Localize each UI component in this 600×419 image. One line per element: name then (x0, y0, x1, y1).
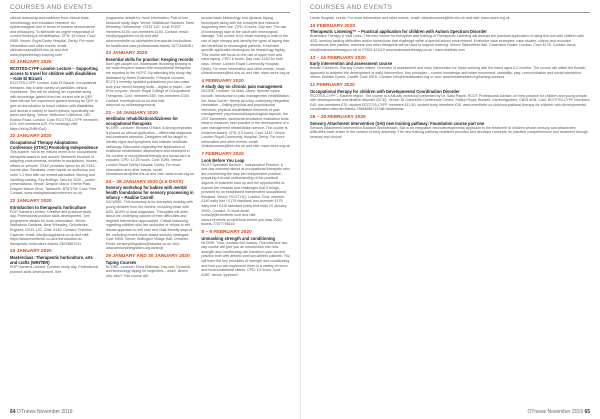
right-page-header: COURSES AND EVENTS (310, 4, 393, 11)
event-entry (10, 199, 99, 246)
event-body: POP Gardens Limited. Creative and practical study day. Professional practice skills development. See programme details for more information. Venue: Walkabout Gardens, Near Wheatley, Oxfordshire, England, OX33 1JG. Cost: £140. Contact: Christine Capener, email: info@popgardens.co.uk and visit: https://www.eventbrite.co.uk/e/introduction-to-therapeutic-horticulture-tickets-78978867241 (10, 209, 92, 246)
event-date: 23 – 24 JANUARY 2020 (105, 110, 158, 116)
right-page-number: 65 (584, 409, 590, 415)
left-page-number: 64 (10, 409, 16, 415)
event-entry (10, 134, 99, 196)
event-title: Occupational therapy for children with Developmental Coordination Disorder (310, 88, 460, 94)
left-header-rule (10, 12, 290, 13)
event-body: RCOTSS-CYPF London. Kate El Bizanti, occupational therapist, has a wide variety of paediatric clinical experience. She will be sharing her expertise along with knowledge gained from her current role at QEF. Kate will use her experience gained working for QEF to give an introduction to travel children with disabilities and access a variety of travel options, specifically car travel and flying. Venue: Wellcome Collection, 183 Euston Road, London. Cost: RCOTSS-CYPF members £10; non-members £20. For bookings visit: https://bit.ly/2NRHGpQ (10, 80, 98, 131)
left-page-footer (10, 409, 73, 415)
event-body: programme details for more information. Part of four seasonal study days. Venue: Walkabout Gardens, Near Wheatley, Oxfordshire, OX33 1JG. Cost: POST members £135; non-members £150. Contact: email: info@popgardens.co.uk and visit: www.eventbrite.co.uk/e/winter-therapeutic-horticulture-for-health-and-care-professionals-tickets-78774406461 (105, 16, 194, 48)
left-column-2 (106, 16, 195, 405)
event-title: Vestibular rehabilitation/dizziness for occupational therapists (105, 116, 179, 127)
event-title: Therapeutic Listening™ – Practical application for children with Autism Spectrum Disorder (310, 29, 487, 35)
right-columns (310, 16, 590, 405)
event-entry (106, 111, 195, 177)
right-publication-name: OTnews November 2019 (527, 409, 584, 415)
event-date: 11 FEBRUARY 2020 (310, 82, 355, 88)
event-title: RCOTSS-CYPF London Lecture – Supporting access to travel for children with disabilities – Kate El Bizanti (10, 65, 98, 81)
event-title: Unmasking strength and conditioning (201, 235, 276, 241)
event-body: clinical reasoning and evidence from clinical trials, neurobiology and education research. An epistemological turn in terms of modern neuroscience and philosophy. To stimulate an urgent reappraisal of current thinking in rehabilitation. CPD: 18 hours. Cost: £595. Venue: Royal Derby Hospital, Derby. For more information and other events, email: clinicalcourses@bht.nhs.uk and visit www.physiotherapy-training.com (10, 16, 96, 57)
event-body: Bobath Children's Therapy Centre Wales. Overview of assessment and early intervention for those working with the infant aged 0-2 months. The course will utilise the Bobath approach to address the development of early intervention. Key principles – current knowledge and infant movement, variability, play, communication and social interaction. Venue: Bobath Cymru, Cardiff. Cost: £525. Contact: info@bobathwales.org or visit: www.bobathwales.org/training-courses (310, 66, 586, 80)
event-title: Sensory Attachment Intervention (SAI) new training pathway: Foundation course part one (310, 120, 485, 126)
event-date: 7 FEBRUARY 2020 (201, 152, 244, 158)
event-entry (310, 56, 590, 80)
event-entry (106, 51, 195, 108)
event-body: RCOT Specialist Section – Independent Practice. A one-day overview aimed at occupational therapists who are considering the leap into independent practice, preparing a broad understanding of the practical aspects of business start up and the opportunities to explore the rewards and challenges that it brings, provided by an established independent occupational therapist. Venue: RCOT HQ, London. Cost: member £140 early bird / £175 standard; non-member £175 early bird / £210 standard (early bird ends 10 January 2020). Contact: To book email: rcotssip@eventbrite.com and visit: www.eventbrite.co.uk/e/look-before-you-leap-2020-tickets-77877798163 (201, 162, 290, 227)
event-date: 4 FEBRUARY 2020 (201, 78, 244, 84)
event-date: 22 JANUARY 2020 (10, 60, 52, 66)
event-body: Sensory Attachment Intervention Eadaoin Bhreathnach. SAI is an integrative neurodevelopmental approach to the treatment of children whose sensory and attachment difficulties have arisen in the context of early adversity. The new training pathway redefines provides and develops concepts for practical comprehension and treatment through sensory and clinical (310, 125, 589, 139)
event-date: 23 JANUARY 2020 (105, 51, 148, 57)
event-entry (310, 24, 590, 53)
event-date: 23 JANUARY 2020 (10, 249, 52, 255)
event-entry (201, 79, 290, 149)
event-entry (310, 115, 590, 139)
left-column-1 (10, 16, 99, 405)
right-column-1 (310, 16, 590, 405)
event-body: NCORE. Lecturer: Dr Mark Janes. Specific topics include: Introduction to pain management rehabilitation; the Jisan Corner; theory as a key underlying integrative foundation – linking physical and psychosocial elements; physical rehabilitation elements of pain management; psychosocial/psychological aspects; the OST framework; assessment/outcome evaluation tools; what to measure; best practice in the development of a pain management rehabilitation service. The course is evidence-based. CPD: 6.5 hours. Cost: £110. Venue: London Royal Community Hospital, Derby. For more information and other events, email: clinicalcourses@bht.nhs.uk and visit: www.ncore.org.uk (201, 89, 290, 149)
event-title: Look Before You Leap (201, 157, 245, 163)
event-date: 22 JANUARY 2020 (10, 199, 52, 204)
event-title: A study day on chronic pain management (201, 84, 283, 90)
left-publication-name: OTnews November 2019 (16, 409, 73, 415)
event-body: NCORE. Lecturer: Erica Millichap. Day one: Dynamic and kinesiology taping for beginners – when, where, why, who? This course will (105, 264, 191, 278)
event-entry (201, 230, 290, 277)
event-title: Taping Courses (105, 259, 137, 265)
event-body: This superb, not to be missed event is for occupational therapists based in and around Tamworth involved in adapting environments, whether in workplaces, homes, offices or schools. OTAC provides option for all OTAC events plus: Seminars, more hands on workshop and more 1:1 time with our invited advocates. Moving and handling training. Key findings. New for 2020 – poster presentations. Venue: Drayton Manor Theme Park, Drayton Manor Drive, Tamworth, B78 3TW. Cost: Free. Contact: www.otadaptationsconference.co.uk (10, 150, 98, 196)
event-entry (310, 16, 590, 21)
event-body: ASI WISE. This workshop is for therapists working with young children from six months, including those with ASD, ADHD or dual diagnoses. Therapists will learn about the underlying causes of their difficulties and targeted intervention approaches. Critical reasoning regarding children who are seductive or refuse to self refusal approach to self care and child-friendly ways of life, including recent home-based sensory strategies. Cost: £595. Venue: Bollington Village Hall, Cheshire. Email: sensoryintegration@asiwise.co.uk Visit: www.sensoryintegration.org.uk/shop (105, 200, 193, 251)
event-entry (201, 16, 290, 76)
event-entry (106, 180, 195, 251)
event-date: 26 – 28 FEBRUARY 2020 (310, 114, 366, 120)
event-body: Don't get caught out. Inadequate recording keeping is the most frequent reason that occupational therapists are reported to the HCPC. By attending this study day facilitated by Helen Rushworth, Principal Lecturer, RCOT's recently updated publications you can make sure your record keeping skills – digital or paper – are fit for purpose. Venue: Royal College of Occupational Therapists. Cost: members £50; non-members £100. Contact: events@rcot.co.uk and visit: www.rcot.co.uk/keepingrecords (105, 61, 192, 108)
right-page (300, 0, 600, 419)
left-page-header: COURSES AND EVENTS (10, 4, 93, 11)
event-body: RCOTSS-CYPF – Eastern region. The course is a full-day workshop presented by Dr. Sally Payne, RCOT Professional Adviser, on best practice for children and young people with developmental coordination disorder (DCD). Venue: St Columba's Conference Centre, Station Road, Burwell, Cambridgeshire, CB25 0DN. Cost: RCOTSS-CYPF members £40; non-members £70; student RCOTSS-CYPF members £11.50; student body members £35. www.eventbrite.co.uk/e/occupational-therapy-for-children-with-developmental-coordination-disorder-tickets-73868686713?aff=ebdssbeac (310, 93, 590, 112)
event-entry (106, 16, 195, 48)
event-date: 22 JANUARY 2020 (10, 134, 52, 140)
event-entry (10, 16, 99, 57)
event-entry (106, 254, 195, 278)
event-date: 13 – 15 FEBRUARY 2020 (310, 55, 366, 61)
event-title: Early intervention and assessment course (310, 61, 393, 67)
event-title: Essential skills for practice: Keeping records (105, 56, 194, 62)
right-page-footer (527, 409, 590, 415)
event-entry (310, 83, 590, 112)
event-body: NCORE. Lecturer: Richard O'Hara. A strong emphasis is placed on clinical application – differential diagnosis and treatment selection. Delegates will be taught to identify signs and symptoms that indicate vestibular pathology. Discussion regarding the application of vestibular rehabilitation assessment and treatment in the context of occupational therapy and social care is included. CPD: 12.25 hours. Cost: £395. Venue: London Royal Derby Hospital, Derby. For more information and other events, email: clinicalcourses@bht.nhs.uk and visit: www.ncore.org.uk (105, 126, 195, 177)
event-entry (10, 249, 99, 274)
event-body: POP Gardens Limited. Creative study day. Professional practice skills development. See (10, 264, 99, 274)
event-date: 29 JANUARY AND 30 JANUARY 2020 (105, 253, 190, 259)
right-header-rule (310, 12, 590, 13)
event-title: Sensory workshop for babies with mental health foundations for sensory processing in infancy – Pauline Carroll (105, 185, 194, 201)
event-body: NCORE. Tutor: Andrew McCluskey. This intensive two-day course will give you an introduction into how strength and conditioning can transform your current practice both with athletic and non-athletic patients. You will learn the key principles of strength and conditioning and how you can implement them in a variety of neuro and musculoskeletal clients. CPD: 15 hours. Cost: £280. Venue: Ipplewell (201, 240, 290, 277)
event-body: Brainwave Therapy & Vital Links. This intro course for therapists with training in Therapeutic Listening will discuss the practical application of using this tool with children with ASD, sensory tasking difficulties and/or behaviours that challenge within a special school environment. Extensive case examples, case studies, videos and recorded discussions with parents, teachers and other therapists will be used to support learning. Venue: Blanchfield Hall, Cavendish House, London. Cost: £175. Contact: Anna, info@brainwavetherapy.co.uk or 07920 421119 www.brainwavetherapy.co.uk / www.vitallinks.com (310, 34, 584, 52)
event-body: involve basic kinesiology and dynamic taping techniques along with the concepts and research supporting their use. CPD: 6 hours. Day two: The use of kinesiology tape in the adult with neurological damage. This course is for those wishing to train in the use of tape therapy and identify the types of taping that are beneficial to neurological patients. It includes specific application techniques for kinesiology taping. This course will focus on the use of upper limb and hand taping. CPD: 6 hours. Day cost: £160 for both days. Venue: London Royal Community Hospital, Derby. For more information and other events, email: clinicalcourses@bht.nhs.uk and visit: www.ncore.org.uk (201, 16, 290, 76)
event-entry (10, 60, 99, 131)
event-date: 8 – 9 FEBRUARY 2020 (201, 229, 252, 235)
event-entry (201, 152, 290, 227)
event-date: 10 FEBRUARY 2020 (310, 23, 356, 29)
left-column-3 (201, 16, 290, 405)
left-columns (10, 16, 290, 405)
event-body: Leeds Hospital, Leeds. For more information and other events, email: clinicalcourses@bht.nhs.uk and visit: www.ncore.org.uk (310, 16, 510, 20)
event-title: Occupational Therapy Adaptations Conference (OTAC) Promoting Independence (10, 140, 98, 151)
event-date: 24 – 26 JANUARY 2020 (2.5 DAYS) (105, 179, 184, 185)
event-title: Masterclass: Therapeutic horticulture, arts and crafts (WINTER) (10, 254, 93, 265)
event-title: Introduction to therapeutic horticulture (10, 204, 86, 210)
